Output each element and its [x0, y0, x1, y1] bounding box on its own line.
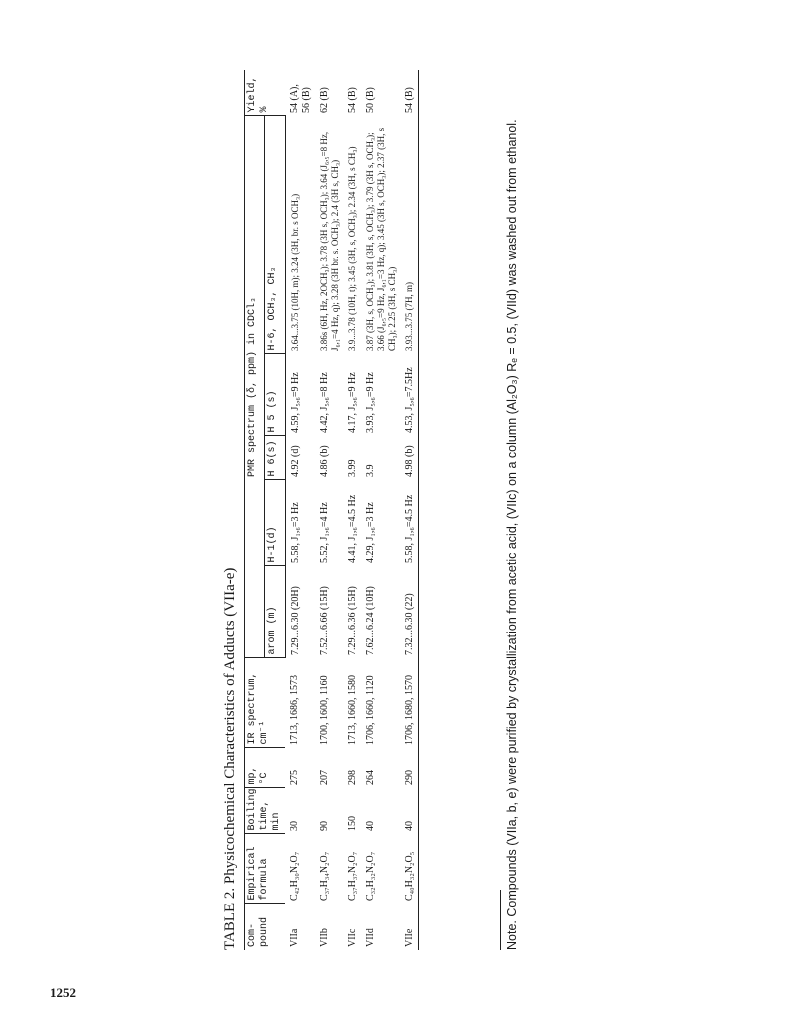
cell-ir: 1706, 1680, 1570 [400, 658, 419, 748]
cell-formula: C₄₀H₃₂N₂O₅ [400, 834, 419, 904]
cell-compound: VIIc [347, 928, 358, 947]
cell-h1: 4.41, J₁,₆=4.5 Hz [347, 494, 358, 563]
cell-other: 3.86s (6H, Hz, 2OCH₃); 3.78 (3H s, OCH₃); 3.64 (J₆,₅=8 Hz, J₆,₁=4 Hz, q); 3.28 (3H br. s. OCH₃); 2.4 (3H s, CH₃) [319, 131, 340, 351]
cell-h5: 4.42, J₅,₆=8 Hz [319, 372, 330, 433]
cell-compound: VIIe [400, 904, 419, 950]
cell-h6: 3.99 [347, 459, 358, 477]
header-other: H-6, OCH₃, CH₃ [265, 116, 285, 354]
cell-arom: 7.62...6.24 (10H) [365, 586, 376, 655]
note-text: Note. Compounds (VIIa, b, e) were purified by crystallization from acetic acid, (VIIc) on a column (Al₂O₃) Rₑ = 0.5, (VIId) was washed out from ethanol. [505, 119, 519, 950]
cell-boiling: 40 [400, 788, 419, 834]
table-row [361, 70, 400, 950]
cell-arom: 7.29...6.30 (20H) [289, 586, 301, 655]
cell-h6: 4.92 (d) [289, 445, 301, 477]
cell-h1: 5.58, J₁,₆=4.5 Hz [400, 480, 419, 566]
table-row [400, 70, 419, 950]
cell-h5: 4.59, J₅,₆=9 Hz [289, 372, 301, 433]
cell-boiling: 90 [319, 821, 330, 831]
cell-compound: VIIb [319, 928, 330, 947]
characteristics-table [244, 70, 419, 950]
cell-h1: 4.29, J₁,₆=3 Hz [365, 502, 376, 563]
cell-ir: 1713, 1660, 1580 [347, 675, 358, 745]
header-boiling-time: Boiling time, min [245, 788, 286, 834]
cell-formula: C₃₇H₃₄N₂O₇ [319, 851, 330, 901]
cell-formula: C₄₂H₃₀N₂O₇ [289, 851, 300, 901]
table-area [244, 70, 489, 950]
header-formula: Empirical formula [245, 834, 286, 904]
note-rule [500, 890, 501, 950]
header-compound: Com- pound [245, 904, 286, 950]
cell-yield: 54 (A), 56 (B) [289, 84, 312, 113]
table-note [500, 70, 550, 950]
cell-yield: 54 (B) [400, 70, 419, 116]
cell-boiling: 40 [365, 821, 376, 831]
cell-other: 3.9...3.78 (10H, t); 3.45 (3H, s, OCH₃); 2.34 (3H, s CH₃) [347, 146, 357, 351]
rotated-table-block [220, 70, 560, 950]
cell-boiling: 150 [347, 816, 358, 831]
header-h5: H 5 (s) [265, 354, 285, 436]
table-title: TABLE 2. Physicochemical Characteristics of Adducts (VIIa-e) [222, 567, 238, 950]
cell-formula: C₃₂H₃₂N₂O₇ [365, 851, 376, 901]
cell-h5: 3.93, J₅,₆=9 Hz [365, 372, 376, 433]
cell-yield: 62 (B) [319, 87, 330, 113]
header-h6: H 6(s) [265, 436, 285, 480]
header-pmr: PMR spectrum (δ, ppm) in CDCl₃ [245, 116, 265, 658]
cell-boiling: 30 [289, 821, 300, 831]
header-yield: Yield, % [245, 70, 286, 116]
cell-ir: 1700, 1600, 1160 [319, 675, 330, 745]
cell-h5: 4.17, J₅,₆=9 Hz [347, 372, 358, 433]
cell-other: 3.93...3.75 (7H, m) [400, 116, 419, 354]
cell-yield: 50 (B) [365, 87, 376, 113]
table-row [343, 70, 361, 950]
table-row [285, 70, 315, 950]
cell-other: 3.87 (3H, s, OCH₃); 3.81 (3H, s, OCH₃); 3.79 (3H s, OCH₃); 3.66 (J₆,₅=9 Hz, J₆,₁=3 Hz, q); 3.45 (3H s, OCH₃); 2.37 (3H, s CH₃); 2.25 (3H, s CH₃) [365, 127, 397, 351]
cell-compound: VIId [365, 928, 376, 947]
header-mp: mp, °C [245, 748, 286, 788]
cell-arom: 7.52...6.66 (15H) [319, 586, 330, 655]
cell-mp: 298 [347, 770, 358, 785]
cell-h1: 5.52, J₁,₆=4 Hz [319, 502, 330, 563]
cell-yield: 54 (B) [347, 87, 358, 113]
header-h1: H-1(d) [265, 480, 285, 566]
cell-arom: 7.32...6.30 (22) [400, 566, 419, 658]
cell-ir: 1706, 1660, 1120 [365, 675, 376, 745]
cell-h1: 5.58, J₁,₆=3 Hz [289, 502, 301, 563]
page-number: 1252 [50, 985, 76, 1000]
cell-arom: 7.29...6.36 (15H) [347, 586, 358, 655]
cell-ir: 1713, 1686, 1573 [289, 675, 300, 745]
cell-h5: 4.53, J₅,₆=7.5Hz [400, 354, 419, 436]
cell-formula: C₃₇H₃₇N₂O₇ [347, 851, 358, 901]
cell-h6: 4.86 (b) [319, 445, 330, 477]
header-arom: arom (m) [265, 566, 285, 658]
cell-mp: 290 [400, 748, 419, 788]
table-row [315, 70, 343, 950]
cell-mp: 207 [319, 770, 330, 785]
cell-compound: VIIa [289, 928, 300, 947]
header-ir: IR spectrum, cm⁻¹ [245, 658, 286, 748]
cell-h6: 3.9 [365, 464, 376, 477]
cell-other: 3.64...3.75 (10H, m); 3.24 (3H, br. s OCH₃) [289, 193, 300, 351]
cell-mp: 275 [289, 770, 300, 785]
cell-h6: 4.98 (b) [400, 436, 419, 480]
cell-mp: 264 [365, 770, 376, 785]
